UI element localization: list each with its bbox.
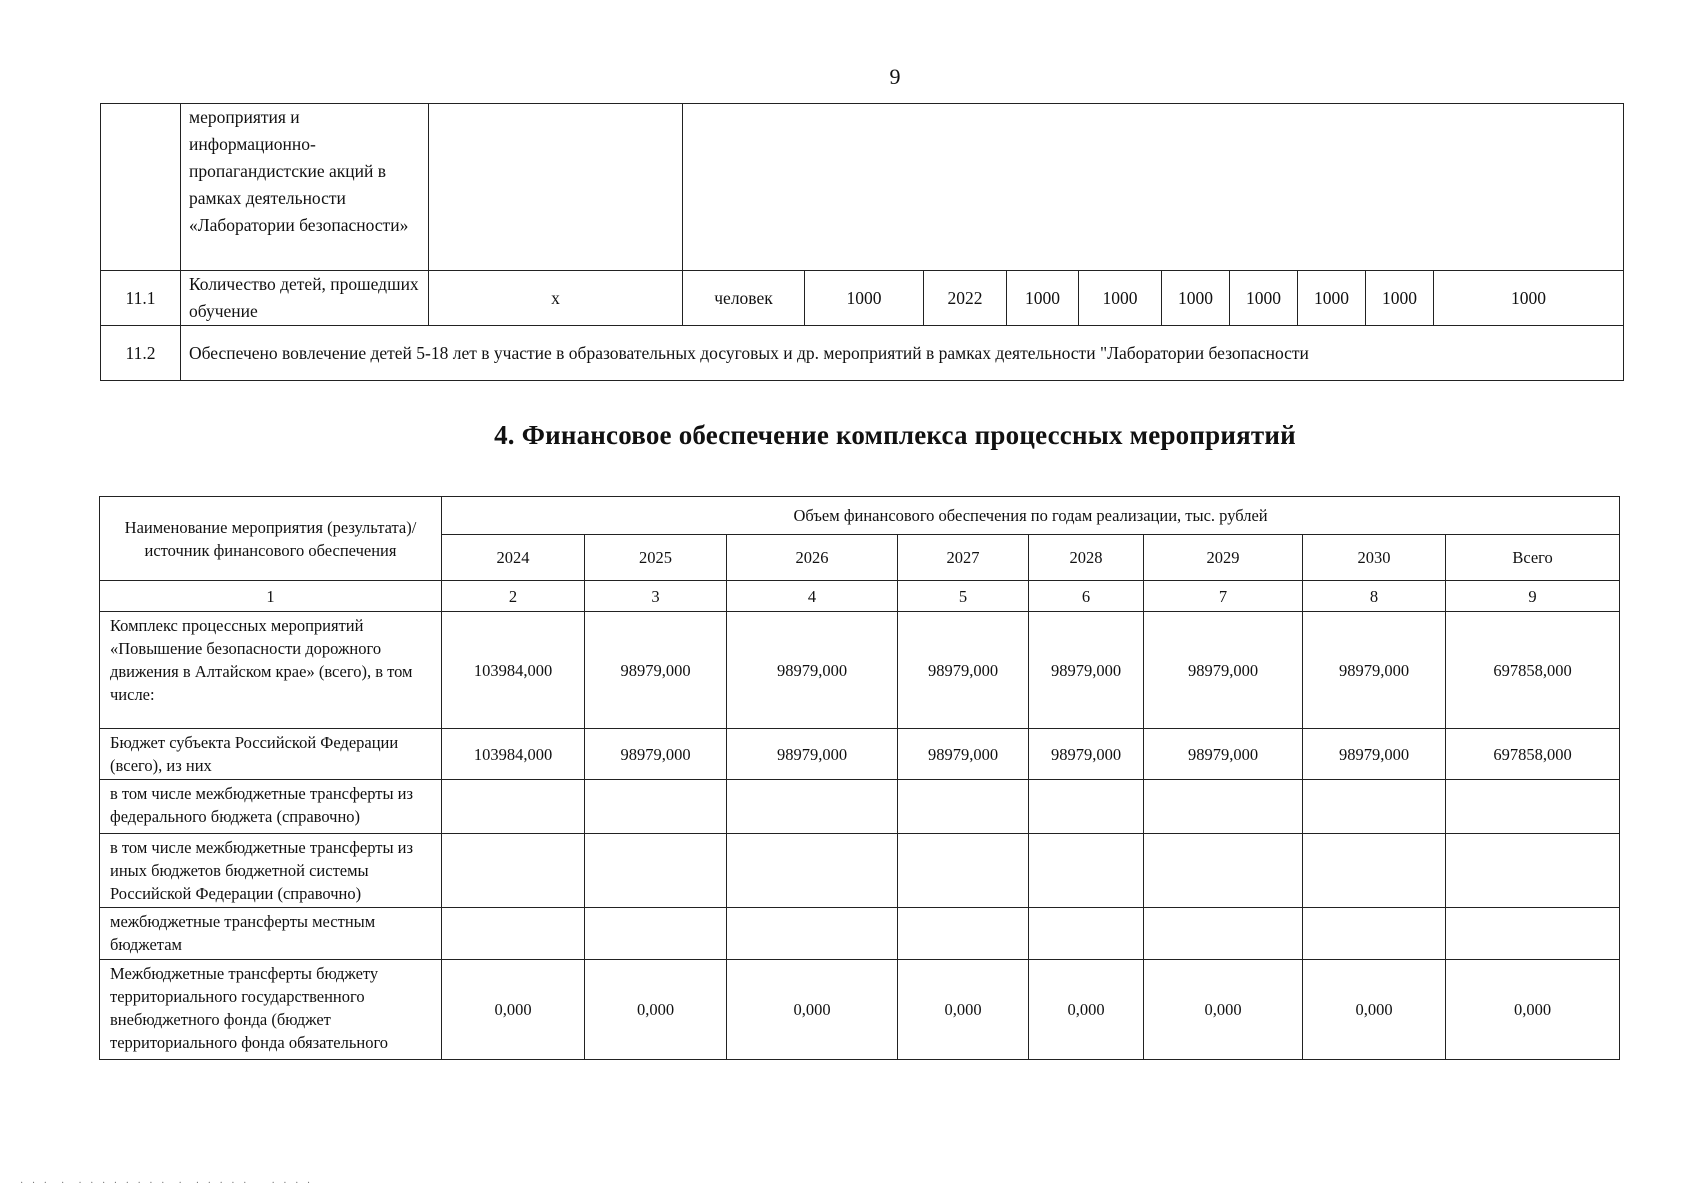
row-label: Межбюджетные трансферты бюджету территориального государственного внебюджетного фонда (бюджет территориального фонда обязательного: [100, 960, 442, 1060]
value-cell: 98979,000: [727, 612, 898, 729]
header-row: [100, 497, 1620, 535]
table-cell: [429, 104, 683, 271]
value-cell: 1000: [1162, 271, 1230, 326]
table-row: [101, 271, 1624, 326]
value-cell: [898, 908, 1029, 960]
value-cell: 98979,000: [585, 729, 727, 780]
value-cell: [727, 834, 898, 908]
total-cell: 697858,000: [1446, 612, 1620, 729]
value-cell: [1144, 908, 1303, 960]
value-cell: 1000: [1298, 271, 1366, 326]
value-cell: [898, 834, 1029, 908]
total-cell: [1446, 908, 1620, 960]
column-number: 8: [1303, 581, 1446, 612]
column-number: 1: [100, 581, 442, 612]
row-label: Бюджет субъекта Российской Федерации (всего), из них: [100, 729, 442, 780]
table-row: [100, 960, 1620, 1060]
value-cell: 103984,000: [442, 729, 585, 780]
value-cell: 0,000: [585, 960, 727, 1060]
year-header: 2026: [727, 535, 898, 581]
column-number: 5: [898, 581, 1029, 612]
value-cell: [585, 908, 727, 960]
total-cell: [1446, 780, 1620, 834]
value-cell: 0,000: [898, 960, 1029, 1060]
table-cell: [101, 104, 181, 271]
value-cell: [585, 780, 727, 834]
value-cell: 98979,000: [585, 612, 727, 729]
year-header: 2030: [1303, 535, 1446, 581]
indicator-name-cell: Количество детей, прошедших обучение: [181, 271, 429, 326]
year-header: 2029: [1144, 535, 1303, 581]
table-row: [101, 104, 1624, 271]
value-cell: 98979,000: [1144, 729, 1303, 780]
row-label: в том числе межбюджетные трансферты из иных бюджетов бюджетной системы Российской Федерации (справочно): [100, 834, 442, 908]
value-cell: 98979,000: [1029, 729, 1144, 780]
header-volume-cell: Объем финансового обеспечения по годам реализации, тыс. рублей: [442, 497, 1620, 535]
indicators-table-continued: [100, 103, 1624, 381]
section-title: 4. Финансовое обеспечение комплекса процессных мероприятий: [494, 420, 1296, 450]
table-row: [100, 908, 1620, 960]
value-cell: 1000: [1079, 271, 1162, 326]
value-cell: [442, 834, 585, 908]
column-number: 6: [1029, 581, 1144, 612]
table-cell: [683, 104, 1624, 271]
column-number: 3: [585, 581, 727, 612]
year-header: 2024: [442, 535, 585, 581]
table-row: [100, 780, 1620, 834]
column-number: 2: [442, 581, 585, 612]
total-header: Всего: [1446, 535, 1620, 581]
mark-cell: х: [429, 271, 683, 326]
page-number: 9: [889, 64, 901, 89]
value-cell: [1303, 908, 1446, 960]
table-row: [100, 834, 1620, 908]
table-row: [101, 326, 1624, 381]
value-cell: [1029, 908, 1144, 960]
row-number: 11.1: [101, 271, 181, 326]
row-label: в том числе межбюджетные трансферты из федерального бюджета (справочно): [100, 780, 442, 834]
value-cell: 1000: [1230, 271, 1298, 326]
value-cell: 0,000: [442, 960, 585, 1060]
value-cell: [1303, 780, 1446, 834]
value-cell: [1029, 834, 1144, 908]
header-name-cell: Наименование мероприятия (результата)/ источник финансового обеспечения: [100, 497, 442, 581]
value-cell: 98979,000: [1303, 612, 1446, 729]
total-cell: [1446, 834, 1620, 908]
value-cell: [1144, 780, 1303, 834]
value-cell: [898, 780, 1029, 834]
row-number: 11.2: [101, 326, 181, 381]
year-header: 2028: [1029, 535, 1144, 581]
value-cell: [442, 780, 585, 834]
table-row: [100, 729, 1620, 780]
value-cell: 1000: [1434, 271, 1624, 326]
value-cell: 0,000: [727, 960, 898, 1060]
value-cell: 0,000: [1029, 960, 1144, 1060]
financing-table: [99, 496, 1620, 1060]
column-numbers-row: [100, 581, 1620, 612]
value-cell: 1000: [1007, 271, 1079, 326]
value-cell: 103984,000: [442, 612, 585, 729]
row-label: межбюджетные трансферты местным бюджетам: [100, 908, 442, 960]
scan-artifact: · · · · · · · · · · · · · · · · · · · · · ·: [20, 1178, 314, 1189]
year-header: 2027: [898, 535, 1029, 581]
column-number: 9: [1446, 581, 1620, 612]
value-cell: 98979,000: [1144, 612, 1303, 729]
unit-cell: человек: [683, 271, 805, 326]
value-cell: [727, 780, 898, 834]
value-cell: [1303, 834, 1446, 908]
value-cell: 98979,000: [1029, 612, 1144, 729]
base-value-cell: 1000: [805, 271, 924, 326]
value-cell: 98979,000: [898, 612, 1029, 729]
value-cell: 0,000: [1303, 960, 1446, 1060]
value-cell: 0,000: [1144, 960, 1303, 1060]
value-cell: [1144, 834, 1303, 908]
value-cell: [442, 908, 585, 960]
row-label: Комплекс процессных мероприятий «Повышение безопасности дорожного движения в Алтайском крае» (всего), в том числе:: [100, 612, 442, 729]
value-cell: [1029, 780, 1144, 834]
value-cell: 98979,000: [727, 729, 898, 780]
value-cell: 1000: [1366, 271, 1434, 326]
result-text-cell: Обеспечено вовлечение детей 5-18 лет в участие в образовательных досуговых и др. мероприятий в рамках деятельности "Лаборатории безопасности: [181, 326, 1624, 381]
value-cell: [585, 834, 727, 908]
base-year-cell: 2022: [924, 271, 1007, 326]
value-cell: 98979,000: [1303, 729, 1446, 780]
total-cell: 0,000: [1446, 960, 1620, 1060]
year-header: 2025: [585, 535, 727, 581]
value-cell: 98979,000: [898, 729, 1029, 780]
indicator-name-cell: мероприятия и информационно-пропагандистские акций в рамках деятельности «Лаборатории безопасности»: [181, 104, 429, 271]
table-row: [100, 612, 1620, 729]
value-cell: [727, 908, 898, 960]
column-number: 4: [727, 581, 898, 612]
total-cell: 697858,000: [1446, 729, 1620, 780]
column-number: 7: [1144, 581, 1303, 612]
